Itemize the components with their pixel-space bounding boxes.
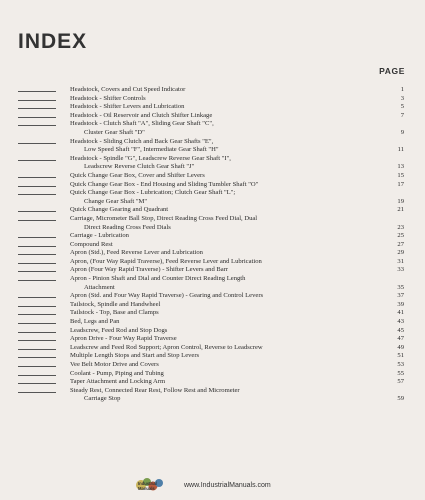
- entry-page-number: 45: [397, 326, 404, 334]
- entry-rule: [18, 271, 56, 272]
- index-entry: [18, 266, 410, 275]
- entry-page-number: 47: [397, 335, 404, 343]
- entry-title: [70, 95, 380, 104]
- entry-rule: [18, 237, 56, 238]
- entry-title: [70, 189, 380, 206]
- entry-page-number: 57: [397, 378, 404, 386]
- entry-title: [70, 103, 380, 112]
- entry-rule: [18, 91, 56, 92]
- index-entry: [18, 120, 410, 137]
- entry-title-line: Carriage, Micrometer Ball Stop, Direct Reading Cross Feed Dial, Dual: [70, 214, 258, 222]
- index-entry: [18, 292, 410, 301]
- entry-title-line: Headstock - Sliding Clutch and Back Gear Shafts "E",: [70, 137, 214, 145]
- index-entry: [18, 327, 410, 336]
- entry-title: [70, 181, 380, 190]
- entry-rule: [18, 263, 56, 264]
- entry-title-line: Leadscrew Reverse Clutch Gear Shaft "J": [84, 163, 195, 171]
- logo-text-line-2: Manuals: [138, 486, 155, 491]
- entry-rule: [18, 280, 56, 281]
- entry-title: [70, 206, 380, 215]
- entry-rule: [18, 349, 56, 350]
- entry-title-line: Leadscrew and Feed Rod Support; Apron Control, Reverse to Leadscrew: [70, 343, 263, 351]
- entry-title: [70, 335, 380, 344]
- entry-title-line: Compound Rest: [70, 240, 113, 248]
- entry-title-line: Headstock - Shifter Controls: [70, 94, 146, 102]
- entry-page-number: 23: [397, 223, 404, 231]
- entry-page-number: 3: [400, 94, 404, 102]
- entry-rule: [18, 392, 56, 393]
- index-entry: [18, 361, 410, 370]
- entry-title: [70, 378, 380, 387]
- entry-page-number: 29: [397, 249, 404, 257]
- entry-title-line: Multiple Length Stops and Start and Stop Levers: [70, 352, 200, 360]
- index-entry: [18, 318, 410, 327]
- entry-title-line: Tailstock, Spindle and Handwheel: [70, 300, 161, 308]
- entry-title-line: Headstock, Covers and Cut Speed Indicator: [70, 86, 186, 93]
- index-entry: [18, 189, 410, 206]
- entry-title: [70, 301, 380, 310]
- entry-title-line: Low Speed Shaft "F", Intermediate Gear Shaft "H": [84, 146, 219, 154]
- entry-title-line: Apron, (Four Way Rapid Traverse), Feed Reverse Lever and Lubrication: [70, 257, 262, 265]
- entry-page-number: 11: [397, 146, 404, 154]
- entry-title-line: Apron (Std.), Feed Reverse Lever and Lubrication: [70, 249, 203, 257]
- entry-title-line: Tailstock - Top, Base and Clamps: [70, 309, 159, 317]
- entry-title-line: Quick Change Gearing and Quadrant: [70, 206, 169, 214]
- entry-title-line: Cluster Gear Shaft "D": [84, 128, 145, 136]
- entry-page-number: 1: [400, 86, 404, 93]
- entry-title: [70, 266, 380, 275]
- entry-title-line: Quick Change Gear Box, Cover and Shifter Levers: [70, 171, 205, 179]
- entry-title: [70, 215, 380, 232]
- entry-page-number: 33: [397, 266, 404, 274]
- entry-title-line: Apron - Pinion Shaft and Dial and Counter Direct Reading Length: [70, 275, 246, 283]
- entry-rule: [18, 366, 56, 367]
- entry-page-number: 17: [397, 180, 404, 188]
- entry-title: [70, 258, 380, 267]
- entry-rule: [18, 332, 56, 333]
- entry-page-number: 5: [400, 103, 404, 111]
- entry-page-number: 43: [397, 318, 404, 326]
- entry-title: [70, 387, 380, 404]
- entry-title: [70, 309, 380, 318]
- entry-title: [70, 112, 380, 121]
- entry-rule: [18, 383, 56, 384]
- entry-rule: [18, 323, 56, 324]
- entry-title: [70, 352, 380, 361]
- entry-title-line: Apron (Std. and Four Way Rapid Traverse) - Gearing and Control Levers: [70, 292, 264, 300]
- entry-rule: [18, 357, 56, 358]
- entry-title-line: Quick Change Gear Box - Lubrication; Clutch Gear Shaft "L";: [70, 189, 236, 197]
- index-entry: [18, 86, 410, 95]
- entry-rule: [18, 220, 56, 221]
- entry-rule: [18, 100, 56, 101]
- entry-page-number: 59: [397, 395, 404, 403]
- entry-title: [70, 241, 380, 250]
- entry-title-line: Headstock - Oil Reservoir and Clutch Shifter Linkage: [70, 111, 213, 119]
- entry-rule: [18, 297, 56, 298]
- entry-title-line: Headstock - Shifter Levers and Lubrication: [70, 103, 185, 111]
- entry-page-number: 27: [397, 240, 404, 248]
- entry-rule: [18, 108, 56, 109]
- index-entry: [18, 241, 410, 250]
- entry-rule: [18, 117, 56, 118]
- entry-title-line: Carriage Stop: [84, 395, 121, 403]
- index-entry: [18, 232, 410, 241]
- index-entry: [18, 275, 410, 292]
- index-entry: [18, 103, 410, 112]
- entry-title: [70, 292, 380, 301]
- entry-rule: [18, 186, 56, 187]
- entry-page-number: 19: [397, 197, 404, 205]
- entry-title: [70, 318, 380, 327]
- entry-rule: [18, 177, 56, 178]
- footer: [0, 480, 425, 494]
- entry-rule: [18, 125, 56, 126]
- index-list: [18, 86, 410, 404]
- entry-rule: [18, 375, 56, 376]
- index-entry: [18, 155, 410, 172]
- index-entry: [18, 352, 410, 361]
- entry-page-number: 21: [397, 206, 404, 214]
- entry-title: [70, 344, 380, 353]
- index-entry: [18, 309, 410, 318]
- entry-title: [70, 155, 380, 172]
- entry-title: [70, 275, 380, 292]
- index-entry: [18, 181, 410, 190]
- entry-title-line: Taper Attachment and Locking Arm: [70, 378, 166, 386]
- index-entry: [18, 344, 410, 353]
- website-url: www.IndustrialManuals.com: [184, 482, 271, 489]
- entry-title-line: Change Gear Shaft "M": [84, 197, 148, 205]
- entry-page-number: 7: [400, 111, 404, 119]
- entry-rule: [18, 340, 56, 341]
- index-entry: [18, 258, 410, 267]
- index-entry: [18, 172, 410, 181]
- entry-title: [70, 370, 380, 379]
- entry-title: [70, 327, 380, 336]
- page-title: INDEX: [18, 30, 88, 53]
- entry-page-number: 55: [397, 369, 404, 377]
- entry-title-line: Leadscrew, Feed Rod and Stop Dogs: [70, 326, 168, 334]
- entry-page-number: 41: [397, 309, 404, 317]
- entry-rule: [18, 160, 56, 161]
- entry-title-line: Coolant - Pump, Piping and Tubing: [70, 369, 164, 377]
- index-entry: [18, 378, 410, 387]
- entry-rule: [18, 314, 56, 315]
- entry-title-line: Attachment: [84, 283, 115, 291]
- entry-page-number: 9: [400, 128, 404, 136]
- entry-title-line: Carriage - Lubrication: [70, 232, 129, 240]
- entry-title-line: Headstock - Spindle "G", Leadscrew Reverse Gear Shaft "I",: [70, 154, 231, 162]
- entry-title: [70, 249, 380, 258]
- entry-rule: [18, 194, 56, 195]
- entry-title-line: Steady Rest, Connected Rear Rest, Follow Rest and Micrometer: [70, 386, 240, 394]
- index-entry: [18, 335, 410, 344]
- entry-page-number: 39: [397, 300, 404, 308]
- index-entry: [18, 249, 410, 258]
- page-column-header: PAGE: [379, 66, 405, 76]
- entry-rule: [18, 246, 56, 247]
- entry-title-line: Direct Reading Cross Feed Dials: [84, 223, 171, 231]
- entry-page-number: 13: [397, 163, 404, 171]
- index-entry: [18, 206, 410, 215]
- entry-page-number: 25: [397, 232, 404, 240]
- entry-rule: [18, 143, 56, 144]
- entry-page-number: 37: [397, 292, 404, 300]
- entry-title: [70, 86, 380, 95]
- entry-title-line: Vee Belt Motor Drive and Covers: [70, 361, 159, 368]
- entry-title: [70, 138, 380, 155]
- index-entry: [18, 138, 410, 155]
- entry-title: [70, 361, 380, 370]
- entry-rule: [18, 211, 56, 212]
- logo-text: [138, 481, 157, 491]
- entry-page-number: 49: [397, 343, 404, 351]
- entry-title-line: Bed, Legs and Pan: [70, 318, 120, 326]
- entry-title-line: Apron Drive - Four Way Rapid Traverse: [70, 335, 177, 343]
- logo-text-line-1: Industrial: [138, 481, 157, 486]
- entry-page-number: 31: [397, 257, 404, 265]
- entry-title: [70, 232, 380, 241]
- index-entry: [18, 387, 410, 404]
- index-entry: [18, 95, 410, 104]
- entry-title-line: Apron (Four Way Rapid Traverse) - Shifter Levers and Barr: [70, 266, 229, 274]
- entry-page-number: 53: [397, 361, 404, 368]
- entry-rule: [18, 306, 56, 307]
- index-entry: [18, 370, 410, 379]
- index-entry: [18, 301, 410, 310]
- index-entry: [18, 112, 410, 121]
- entry-title-line: Quick Change Gear Box - End Housing and Sliding Tumbler Shaft "O": [70, 180, 259, 188]
- entry-page-number: 35: [397, 283, 404, 291]
- entry-title: [70, 172, 380, 181]
- entry-page-number: 51: [397, 352, 404, 360]
- entry-page-number: 15: [397, 171, 404, 179]
- entry-rule: [18, 254, 56, 255]
- entry-title-line: Headstock - Clutch Shaft "A", Sliding Gear Shaft "C",: [70, 120, 214, 128]
- index-entry: [18, 215, 410, 232]
- entry-title: [70, 120, 380, 137]
